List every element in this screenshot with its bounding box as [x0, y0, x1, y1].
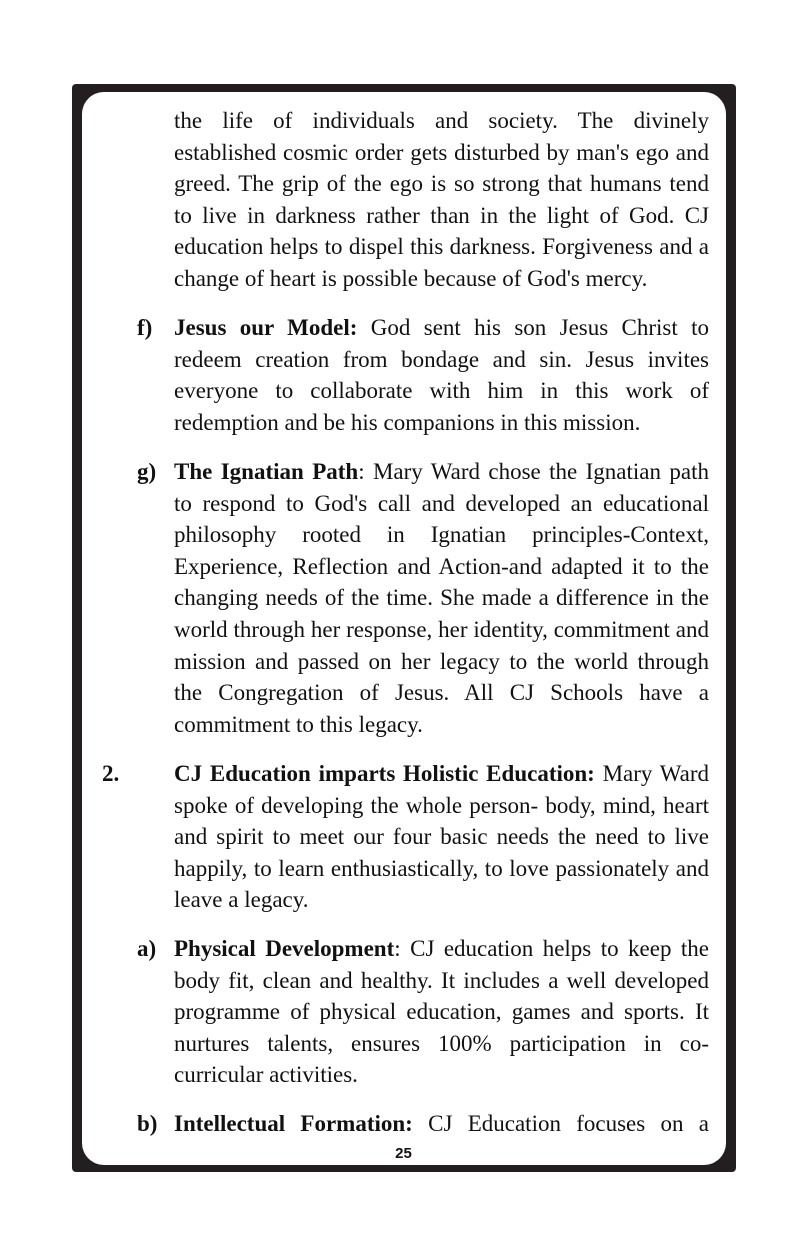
item-a-text: : CJ education helps to keep the body fit, clean and healthy. It includes a well developed programme of physical education, games and sports. It nurtures talents, ensures 100% participation in co-curricular activities. [174, 936, 710, 1088]
intro-text: the life of individuals and society. The divinely established cosmic order gets disturbed by man's ego and greed. The grip of the ego is so strong that humans tend to live in darkness rather than in the light of God. CJ education helps to dispel this darkness. Forgiveness and a change of heart is possible because of God's mercy. [174, 108, 709, 291]
item-g-text: : Mary Ward chose the Ignatian path to respond to God's call and developed an educational philosophy rooted in Ignatian principles-Context, Experience, Reflection and Action-and adapted it to the changing needs of the time. She made a difference in the world through her response, her identity, commitment and mission and passed on her legacy to the world through the Congregation of Jesus. All CJ Schools have a commitment to this legacy. [174, 459, 709, 737]
item-b-paragraph [174, 1108, 709, 1140]
page-number: 25 [395, 1145, 412, 1162]
item-b-heading: Intellectual Formation: [174, 1111, 413, 1136]
item-g-marker: g) [137, 459, 157, 484]
section-2-paragraph [174, 758, 709, 916]
item-f-paragraph [174, 312, 709, 438]
section-2-text: Mary Ward spoke of developing the whole person- body, mind, heart and spirit to meet our four basic needs the need to live happily, to learn enthusiastically, to love passionately and leave a legacy. [174, 761, 709, 913]
item-g-heading: The Ignatian Path [174, 459, 359, 484]
section-2-heading: CJ Education imparts Holistic Education: [174, 761, 595, 786]
intro-paragraph [174, 105, 709, 295]
item-f-heading: Jesus our Model: [174, 315, 358, 340]
item-f-marker: f) [137, 315, 153, 340]
item-b-text: CJ Education focuses on a [412, 1111, 709, 1136]
item-b-marker: b) [137, 1111, 158, 1136]
section-2-marker: 2. [102, 761, 120, 786]
item-g-paragraph [174, 456, 709, 740]
item-f-text: God sent his son Jesus Christ to redeem creation from bondage and sin. Jesus invites everyone to collaborate with him in this work of redemption and be his companions in this mission. [174, 315, 709, 435]
item-a-marker: a) [137, 936, 157, 961]
item-a-paragraph [174, 933, 709, 1091]
item-a-heading: Physical Development [174, 936, 395, 961]
